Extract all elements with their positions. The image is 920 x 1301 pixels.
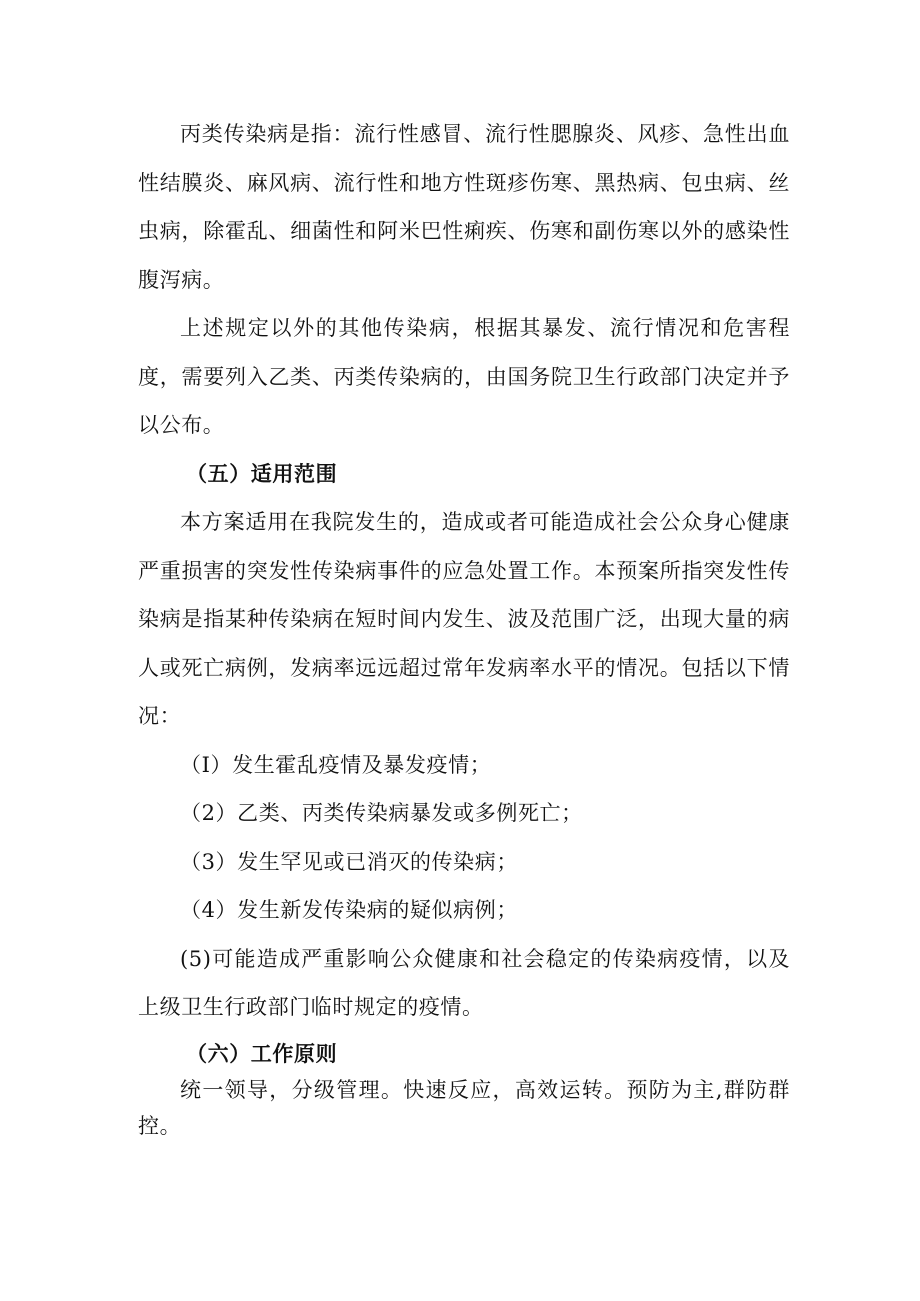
list-item: (5)可能造成严重影响公众健康和社会稳定的传染病疫情，以及上级卫生行政部门临时规定的疫情。 [138,946,790,1019]
list-item: （4）发生新发传染病的疑似病例； [180,898,518,922]
list-item: （2）乙类、丙类传染病暴发或多例死亡； [180,801,583,825]
paragraph-scope: 本方案适用在我院发生的，造成或者可能造成社会公众身心健康严重损害的突发性传染病事件的应急处置工作。本预案所指突发性传染病是指某种传染病在短时间内发生、波及范围广泛，出现大量的病人或死亡病例，发病率远远超过常年发病率水平的情况。包括以下情况： [138,510,790,728]
section-heading-scope: （五）适用范围 [186,460,338,486]
list-item: （3）发生罕见或已消灭的传染病； [180,849,518,874]
document-page [138,110,790,1144]
paragraph-class-c-diseases: 丙类传染病是指：流行性感冒、流行性腮腺炎、风疹、急性出血性结膜炎、麻风病、流行性和地方性斑疹伤寒、黑热病、包虫病、丝虫病，除霍乱、细菌性和阿米巴性痢疾、伤寒和副伤寒以外的感染性腹泻病。 [138,122,790,292]
paragraph-principles: 统一领导，分级管理。快速反应，高效运转。预防为主,群防群控。 [138,1077,790,1138]
section-heading-principles: （六）工作原则 [186,1040,338,1066]
paragraph-other-diseases: 上述规定以外的其他传染病，根据其暴发、流行情况和危害程度，需要列入乙类、丙类传染病的，由国务院卫生行政部门决定并予以公布。 [138,316,790,437]
list-item: （I）发生霍乱疫情及暴发疫情； [180,752,492,777]
